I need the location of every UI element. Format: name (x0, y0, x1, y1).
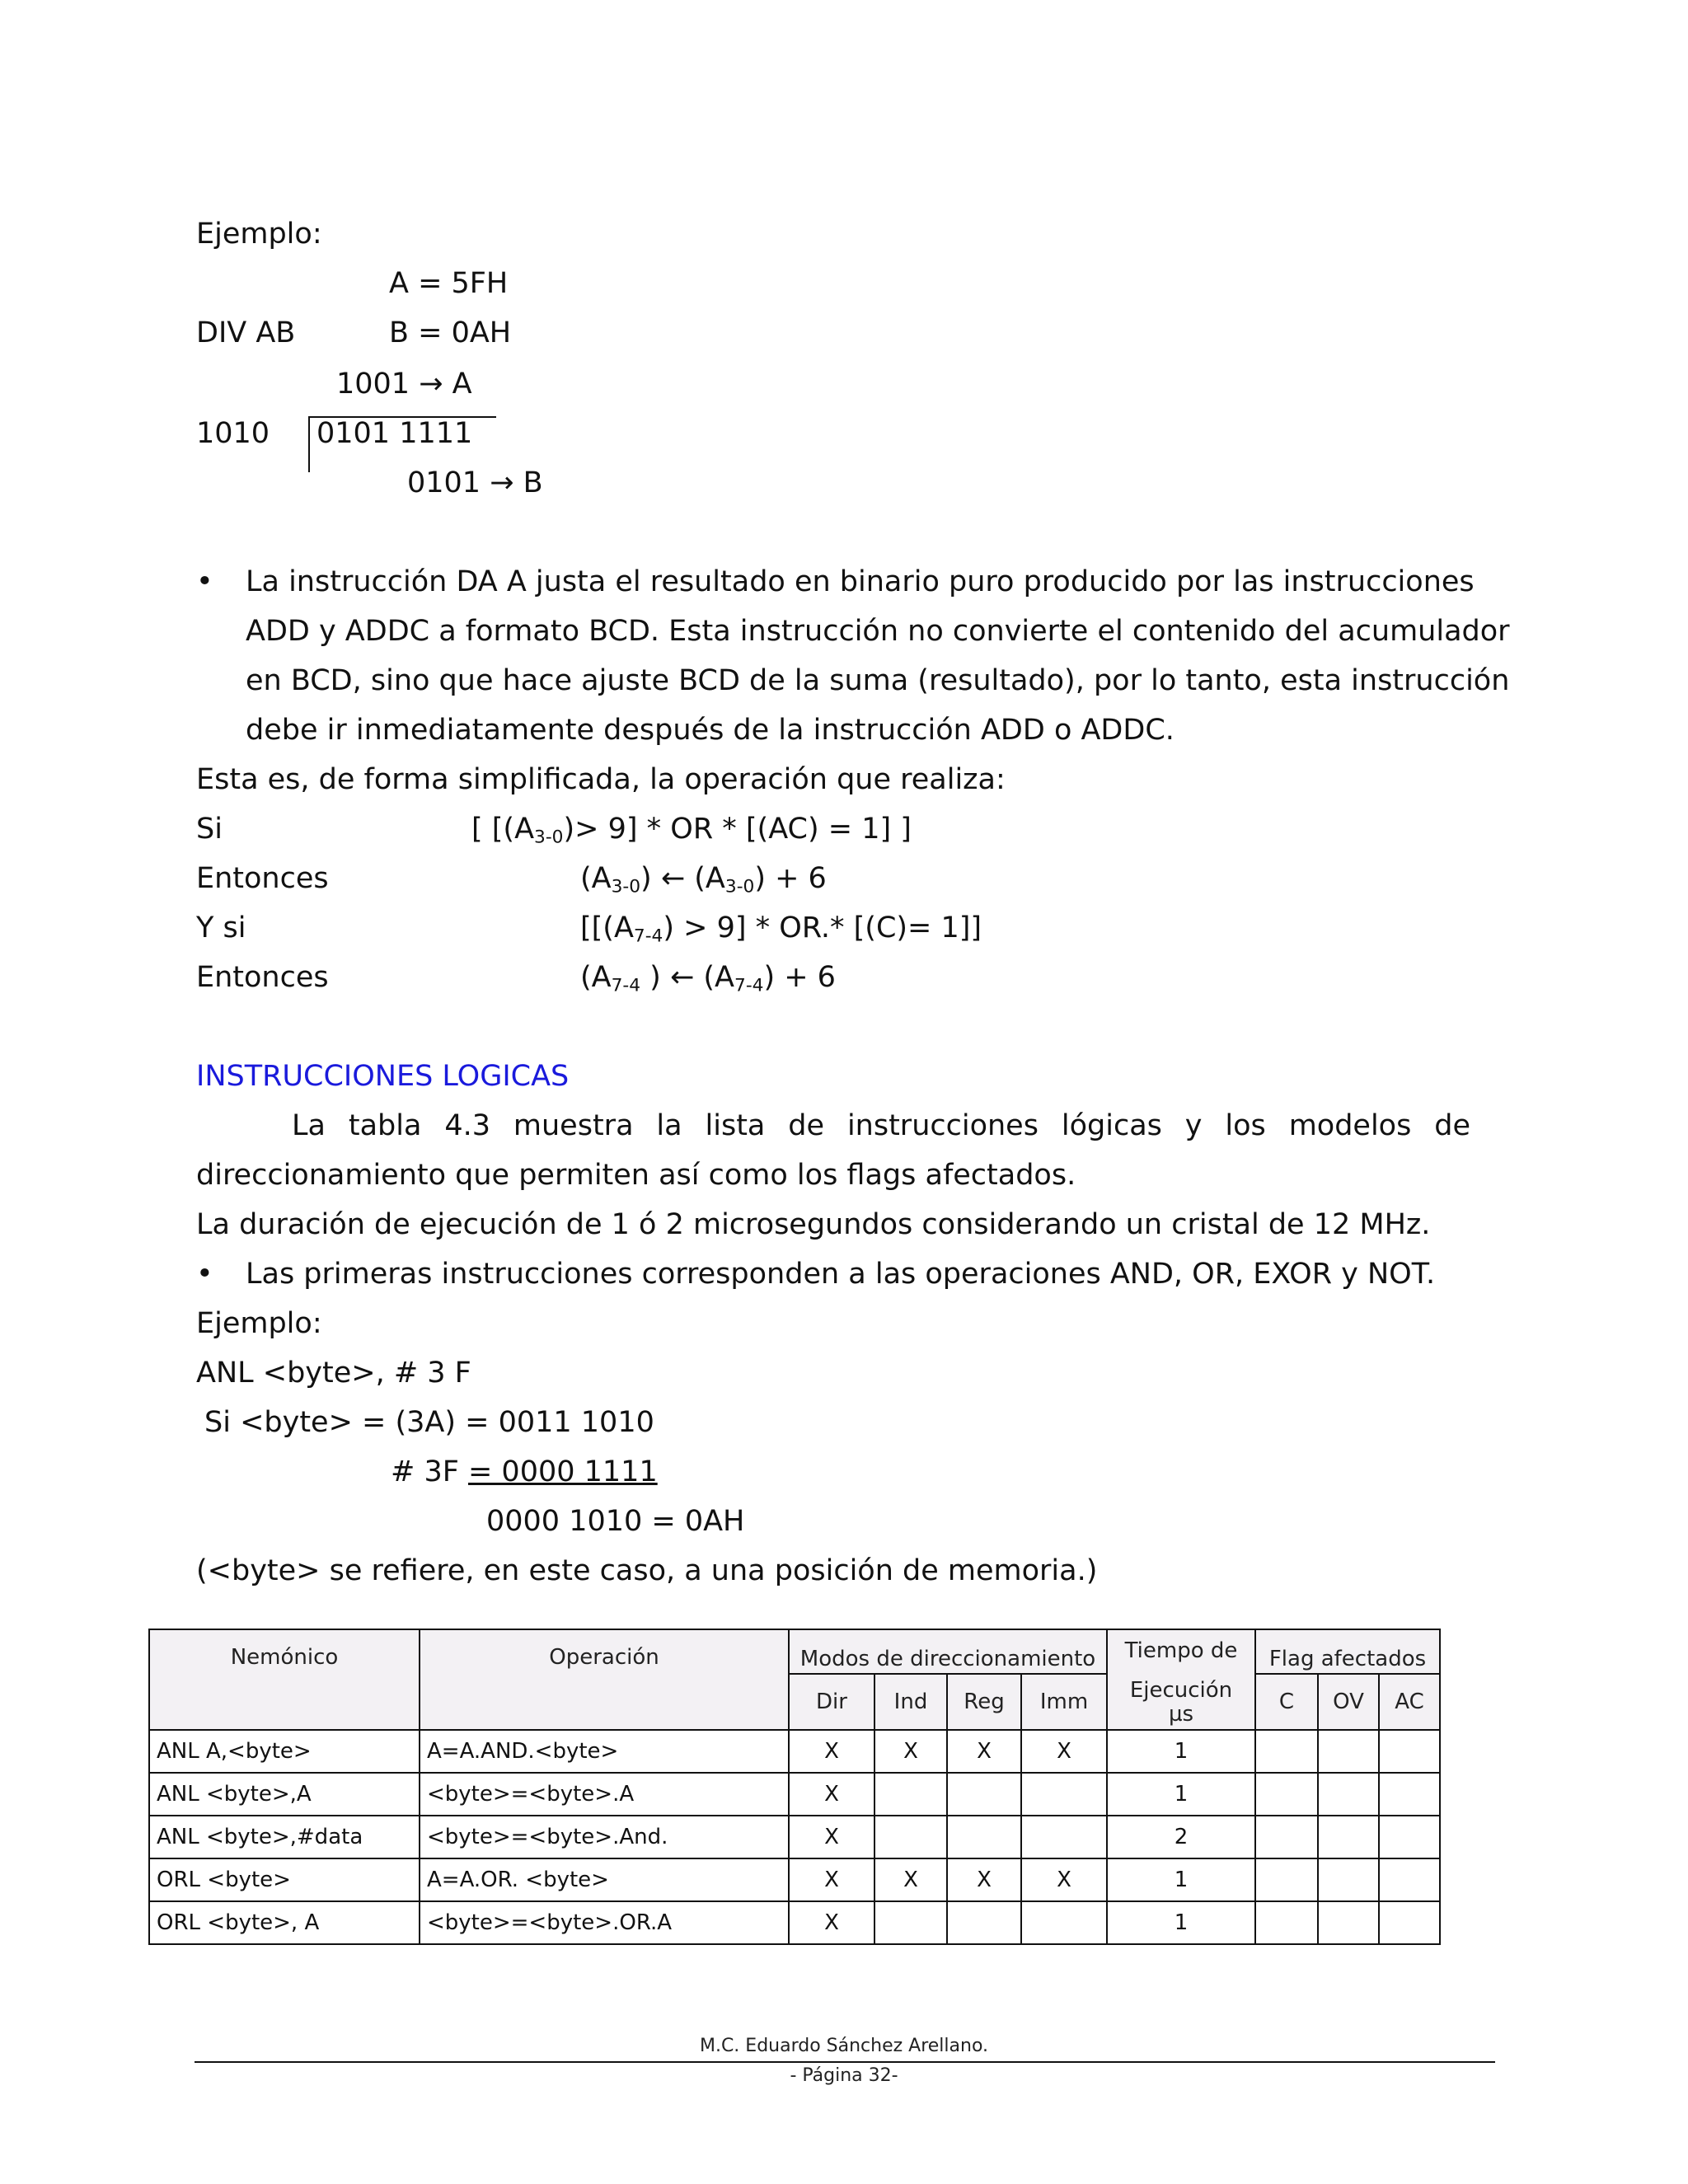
cell-ind: X (874, 1858, 947, 1901)
cell-time: 1 (1107, 1901, 1255, 1944)
header-reg: Reg (947, 1674, 1021, 1730)
mask-label: # 3F (391, 1455, 468, 1488)
cell-c (1255, 1901, 1318, 1944)
cell-ov (1318, 1730, 1379, 1773)
header-imm: Imm (1021, 1674, 1107, 1730)
cell-time: 1 (1107, 1730, 1255, 1773)
header-ov: OV (1318, 1674, 1379, 1730)
cell-operation: <byte>=<byte>.And. (420, 1816, 789, 1858)
header-ind: Ind (874, 1674, 947, 1730)
cell-reg: X (947, 1858, 1021, 1901)
section-heading: INSTRUCCIONES LOGICAS (196, 1060, 570, 1093)
logic-paragraph-line-1: La tabla 4.3 muestra la lista de instrucciones lógicas y los modelos de (292, 1109, 1470, 1142)
da-line-1: La instrucción DA A justa el resultado en binario puro producido por las instrucciones (246, 565, 1475, 598)
cell-ac (1379, 1730, 1440, 1773)
quotient: 1001 → A (336, 368, 472, 401)
cell-ind (874, 1773, 947, 1816)
table-row (149, 1816, 1440, 1858)
si-byte-line: Si <byte> = (3A) = 0011 1010 (204, 1406, 654, 1439)
footer-rule (195, 2061, 1495, 2063)
header-time-top: Tiempo de (1124, 1638, 1238, 1663)
entonces-action-1: $(A_{3-0})$ ← $(A_{3-0}) + 6$ (580, 862, 827, 898)
ysi-condition: [$[(A_{7-4}) > 9] * OR.*$ [(C)= 1]] (580, 912, 982, 947)
table-row (149, 1858, 1440, 1901)
ysi-label: Y si (196, 912, 246, 944)
cell-imm: X (1021, 1858, 1107, 1901)
header-dir: Dir (789, 1674, 874, 1730)
table-row (149, 1730, 1440, 1773)
cell-imm (1021, 1773, 1107, 1816)
divisor: 1010 (196, 417, 270, 450)
cell-time: 1 (1107, 1858, 1255, 1901)
cell-mnemonic: ANL A,<byte> (149, 1730, 420, 1773)
cell-reg (947, 1816, 1021, 1858)
header-c: C (1255, 1674, 1318, 1730)
result-line: 0000 1010 = 0AH (486, 1505, 745, 1538)
example-label: Ejemplo: (196, 218, 322, 251)
header-time (1107, 1629, 1255, 1730)
cell-ac (1379, 1773, 1440, 1816)
cell-ac (1379, 1901, 1440, 1944)
header-ac: AC (1379, 1674, 1440, 1730)
bullet-dot: • (196, 565, 213, 598)
footer-page-number: - Página 32- (790, 2065, 898, 2086)
cell-ind (874, 1816, 947, 1858)
cell-ov (1318, 1858, 1379, 1901)
cell-dir: X (789, 1858, 874, 1901)
footer-author: M.C. Eduardo Sánchez Arellano. (699, 2036, 989, 2056)
cell-ov (1318, 1816, 1379, 1858)
cell-reg (947, 1773, 1021, 1816)
cell-ind: X (874, 1730, 947, 1773)
header-time-unit: µs (1168, 1702, 1194, 1727)
b-equals: B = 0AH (389, 316, 512, 349)
cell-operation: A=A.OR. <byte> (420, 1858, 789, 1901)
cell-mnemonic: ORL <byte>, A (149, 1901, 420, 1944)
logic-paragraph-line-2: direccionamiento que permiten así como los flags afectados. (196, 1159, 1076, 1192)
header-flags: Flag afectados (1255, 1629, 1440, 1674)
cell-mnemonic: ORL <byte> (149, 1858, 420, 1901)
memory-note: (<byte> se refiere, en este caso, a una posición de memoria.) (196, 1554, 1098, 1587)
cell-dir: X (789, 1730, 874, 1773)
a-equals: A = 5FH (389, 267, 509, 300)
cell-mnemonic: ANL <byte>,A (149, 1773, 420, 1816)
mask-line (391, 1454, 658, 1490)
cell-imm (1021, 1816, 1107, 1858)
cell-operation: <byte>=<byte>.A (420, 1773, 789, 1816)
example-label-2: Ejemplo: (196, 1307, 322, 1340)
header-modes: Modos de direccionamiento (789, 1629, 1107, 1674)
cell-dir: X (789, 1901, 874, 1944)
cell-time: 2 (1107, 1816, 1255, 1858)
anl-example: ANL <byte>, # 3 F (196, 1357, 471, 1390)
mask-value: = 0000 1111 (467, 1455, 658, 1488)
cell-c (1255, 1730, 1318, 1773)
header-mnemonic: Nemónico (149, 1629, 420, 1730)
logic-bullet: Las primeras instrucciones corresponden a las operaciones AND, OR, EXOR y NOT. (246, 1258, 1436, 1291)
da-line-2: ADD y ADDC a formato BCD. Esta instrucción no convierte el contenido del acumulador (246, 615, 1510, 648)
cell-reg: X (947, 1730, 1021, 1773)
cell-c (1255, 1858, 1318, 1901)
cell-c (1255, 1773, 1318, 1816)
header-time-bottom: Ejecución (1129, 1678, 1233, 1703)
da-line-4: debe ir inmediatamente después de la instrucción ADD o ADDC. (246, 714, 1175, 747)
logic-duration: La duración de ejecución de 1 ó 2 microsegundos considerando un cristal de 12 MHz. (196, 1208, 1431, 1241)
cell-ac (1379, 1816, 1440, 1858)
cell-imm (1021, 1901, 1107, 1944)
cell-imm: X (1021, 1730, 1107, 1773)
si-condition: [ $[(A_{3-0})> 9]$ * OR * [(AC) = 1] ] (471, 813, 912, 848)
cell-operation: A=A.AND.<byte> (420, 1730, 789, 1773)
entonces-label-2: Entonces (196, 961, 329, 994)
simplified-intro: Esta es, de forma simplificada, la operación que realiza: (196, 763, 1006, 796)
cell-ind (874, 1901, 947, 1944)
cell-c (1255, 1816, 1318, 1858)
div-ab: DIV AB (196, 316, 296, 349)
logic-instructions-table (148, 1629, 1441, 1945)
cell-operation: <byte>=<byte>.OR.A (420, 1901, 789, 1944)
cell-dir: X (789, 1816, 874, 1858)
cell-ov (1318, 1773, 1379, 1816)
entonces-label-1: Entonces (196, 862, 329, 895)
entonces-action-2: ($A_{7-4}$ ) ← $(A_{7-4}) + 6$ (580, 961, 836, 996)
remainder: 0101 → B (407, 466, 543, 499)
cell-mnemonic: ANL <byte>,#data (149, 1816, 420, 1858)
cell-reg (947, 1901, 1021, 1944)
cell-ov (1318, 1901, 1379, 1944)
dividend: 0101 1111 (316, 417, 473, 450)
cell-ac (1379, 1858, 1440, 1901)
table-row (149, 1773, 1440, 1816)
bullet-dot: • (196, 1258, 213, 1291)
cell-dir: X (789, 1773, 874, 1816)
si-label: Si (196, 813, 223, 846)
header-operation: Operación (420, 1629, 789, 1730)
table-row (149, 1901, 1440, 1944)
da-line-3: en BCD, sino que hace ajuste BCD de la suma (resultado), por lo tanto, esta instrucción (246, 664, 1510, 697)
cell-time: 1 (1107, 1773, 1255, 1816)
